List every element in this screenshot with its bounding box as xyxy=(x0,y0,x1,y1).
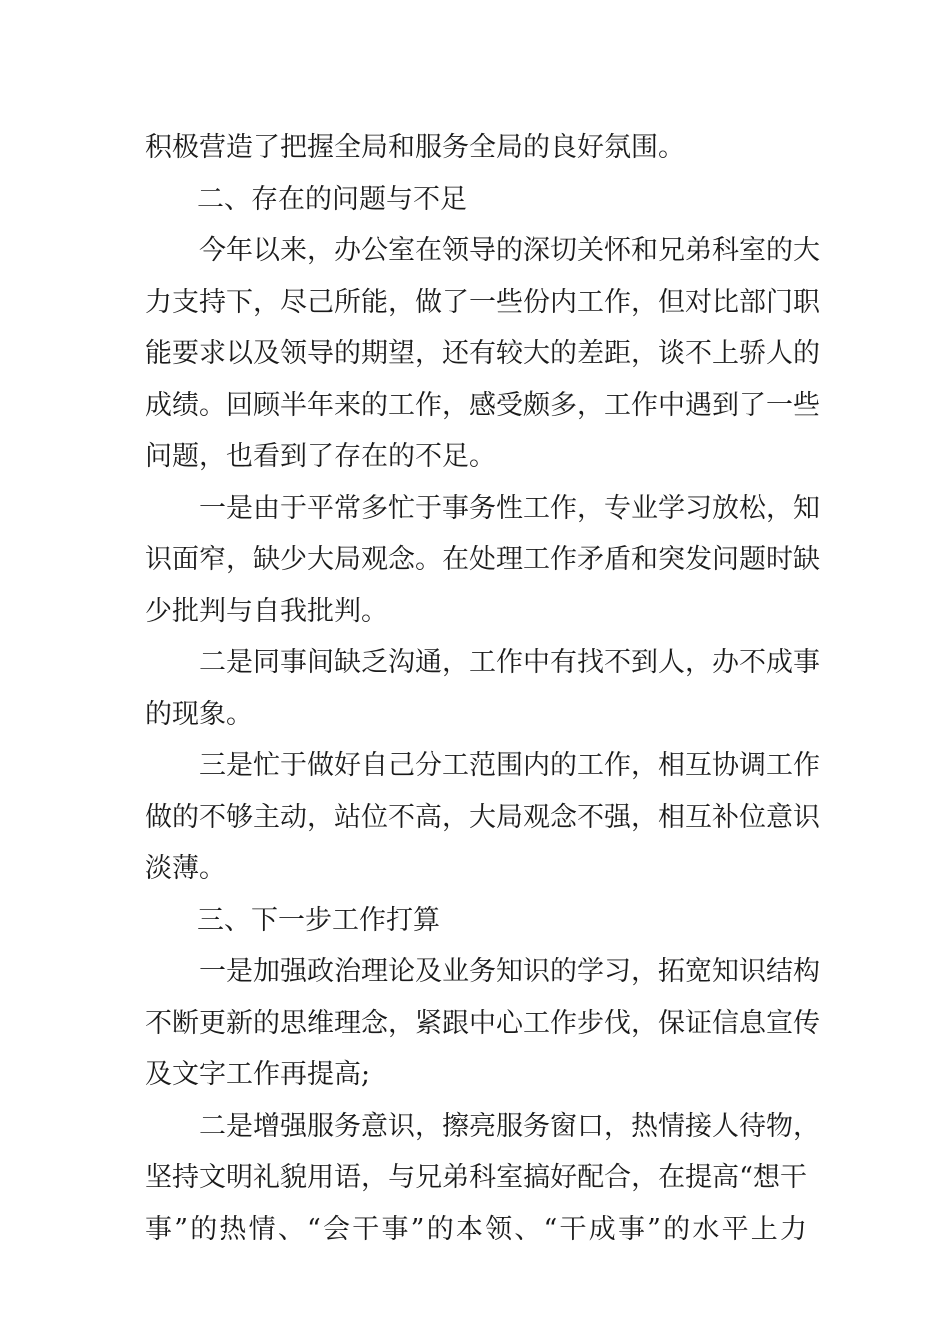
section-heading-problems: 二、存在的问题与不足 xyxy=(197,184,467,215)
text-line: 三是忙于做好自己分工范围内的工作，相互协调工作 xyxy=(199,750,820,781)
text-line: 问题，也看到了存在的不足。 xyxy=(145,441,496,472)
text-line: 事”的热情、“会干事”的本领、“干成事”的水平上力 xyxy=(145,1214,807,1245)
text-line: 做的不够主动，站位不高，大局观念不强，相互补位意识 xyxy=(145,802,820,833)
text-line: 一是加强政治理论及业务知识的学习，拓宽知识结构 xyxy=(199,956,820,987)
text-line: 一是由于平常多忙于事务性工作，专业学习放松，知 xyxy=(199,493,820,524)
section-heading-next-steps: 三、下一步工作打算 xyxy=(197,905,440,936)
text-line: 识面窄，缺少大局观念。在处理工作矛盾和突发问题时缺 xyxy=(145,544,820,575)
text-line: 二是增强服务意识，擦亮服务窗口，热情接人待物， xyxy=(199,1111,820,1142)
text-line: 少批判与自我批判。 xyxy=(145,596,388,627)
text-line: 积极营造了把握全局和服务全局的良好氛围。 xyxy=(145,132,685,163)
text-line: 不断更新的思维理念，紧跟中心工作步伐，保证信息宣传 xyxy=(145,1008,820,1039)
text-line: 力支持下，尽己所能，做了一些份内工作，但对比部门职 xyxy=(145,287,820,318)
text-line: 坚持文明礼貌用语，与兄弟科室搞好配合，在提高“想干 xyxy=(145,1162,807,1193)
text-line: 的现象。 xyxy=(145,699,253,730)
text-line: 今年以来，办公室在领导的深切关怀和兄弟科室的大 xyxy=(199,235,820,266)
text-line: 淡薄。 xyxy=(145,853,226,884)
text-line: 成绩。回顾半年来的工作，感受颇多，工作中遇到了一些 xyxy=(145,390,820,421)
text-line: 能要求以及领导的期望，还有较大的差距，谈不上骄人的 xyxy=(145,338,820,369)
text-line: 二是同事间缺乏沟通，工作中有找不到人，办不成事 xyxy=(199,647,820,678)
text-line: 及文字工作再提高; xyxy=(145,1059,371,1090)
